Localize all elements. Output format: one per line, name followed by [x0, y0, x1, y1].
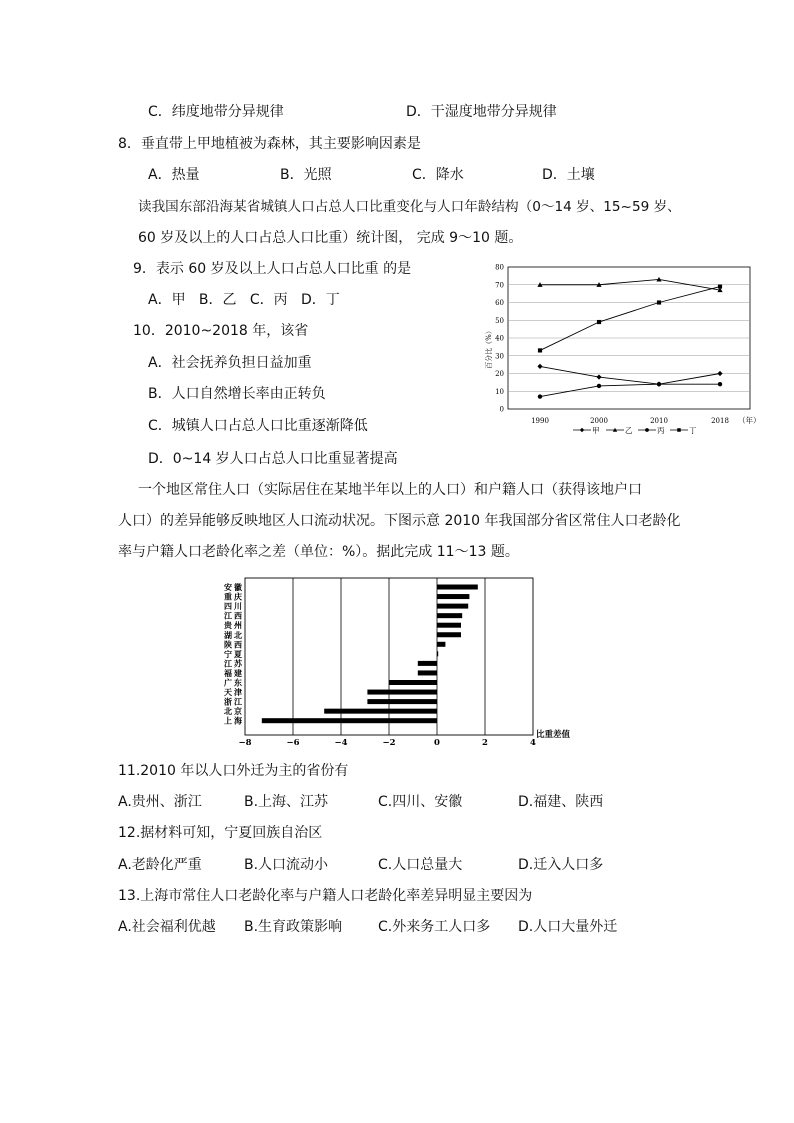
chart2-bar-江苏 — [418, 661, 437, 666]
q11-stem: 11.2010 年以人口外迁为主的省份有 — [118, 763, 349, 779]
q7-option-d: D．干湿度地带分异规律 — [406, 104, 557, 120]
q11-option-a: A.贵州、浙江 — [118, 794, 202, 810]
q12-option-a: A.老龄化严重 — [118, 857, 202, 873]
chart2-bar-浙江 — [367, 699, 437, 704]
chart2-category-label: 陕西 — [224, 639, 244, 650]
q10-option-c: C．城镇人口占总人口比重逐渐降低 — [148, 418, 368, 434]
intro-11-13-line3: 率与户籍人口老龄化率之差（单位：%）。据此完成 11～13 题。 — [118, 544, 519, 560]
q11-option-d: D.福建、陕西 — [518, 794, 604, 810]
chart1-y-tick-label: 30 — [495, 352, 504, 361]
chart1-y-tick-label: 50 — [495, 316, 504, 325]
chart1-point-丁 — [597, 320, 601, 324]
chart2-x-tick-label: 2 — [482, 738, 488, 747]
q9-stem: 9．表示 60 岁及以上人口占总人口比重 的是 — [133, 261, 412, 277]
q13-option-d: D.人口大量外迁 — [518, 919, 618, 935]
chart1-x-tick-label: 1990 — [531, 417, 549, 425]
q12-stem: 12.据材料可知，宁夏回族自治区 — [118, 825, 323, 841]
chart2-category-label: 江西 — [224, 610, 244, 621]
chart2-bar-宁夏 — [437, 651, 438, 656]
chart2-category-label: 贵州 — [224, 620, 244, 631]
chart2-category-label: 广东 — [224, 677, 244, 688]
q8-stem: 8．垂直带上甲地植被为森林，其主要影响因素是 — [118, 136, 421, 152]
chart1-legend-marker — [645, 428, 649, 432]
chart1-point-丁 — [657, 300, 661, 304]
chart2-bar-重庆 — [437, 594, 469, 599]
chart2-bar-广东 — [389, 680, 437, 685]
chart2-category-label: 湖北 — [224, 629, 244, 640]
intro-11-13-line1: 一个地区常住人口（实际居住在某地半年以上的人口）和户籍人口（获得该地户口 — [138, 482, 642, 498]
chart1-legend-label: 甲 — [592, 426, 600, 435]
chart2-category-label: 重庆 — [224, 591, 244, 602]
chart1-series-line-丙 — [540, 384, 720, 396]
q10-option-a: A．社会抚养负担日益加重 — [148, 355, 312, 371]
chart1-y-tick-label: 40 — [495, 334, 504, 343]
chart1-x-tick-label: 2010 — [650, 417, 668, 425]
chart1-legend-marker — [580, 428, 584, 432]
chart1-point-丙 — [657, 382, 661, 386]
intro-9-10-line2: 60 岁及以上的人口占总人口比重）统计图， 完成 9～10 题。 — [138, 230, 523, 246]
chart1-y-tick-label: 10 — [495, 387, 504, 396]
chart1-point-丁 — [538, 348, 542, 352]
chart2-bar-上海 — [262, 718, 437, 723]
q11-option-b: B.上海、江苏 — [244, 794, 329, 810]
chart1-legend-label: 丁 — [689, 426, 697, 435]
chart2-bar-江西 — [437, 613, 462, 618]
chart2-bar-安徽 — [437, 585, 478, 590]
chart2-x-tick-label: 4 — [530, 738, 536, 747]
chart1-x-unit: （年） — [738, 416, 761, 425]
chart1-series-line-甲 — [540, 366, 720, 384]
chart2-category-label: 天津 — [224, 687, 244, 698]
chart2-x-tick-label: −8 — [238, 738, 252, 747]
chart2-category-label: 浙江 — [224, 696, 244, 707]
chart2-category-label: 四川 — [224, 601, 244, 612]
chart2-xlabel: 比重差值 — [536, 730, 571, 740]
q10-stem: 10．2010~2018 年，该省 — [133, 323, 309, 339]
population-structure-line-chart — [478, 262, 763, 440]
chart1-legend-marker — [677, 428, 681, 432]
chart1-y-tick-label: 80 — [495, 263, 504, 272]
q13-option-a: A.社会福利优越 — [118, 919, 216, 935]
chart1-point-丁 — [718, 284, 722, 288]
chart1-point-甲 — [596, 374, 601, 379]
chart1-y-tick-label: 60 — [495, 299, 504, 307]
chart2-x-tick-label: −6 — [286, 738, 300, 747]
chart1-point-甲 — [537, 364, 542, 369]
chart1-ylabel: 百分比（%） — [485, 327, 493, 369]
chart2-category-label: 宁夏 — [224, 648, 244, 659]
chart2-bar-天津 — [367, 690, 437, 695]
q12-option-d: D.迁入人口多 — [518, 857, 604, 873]
chart1-point-丙 — [718, 382, 722, 386]
chart2-bar-北京 — [324, 709, 437, 714]
chart1-x-tick-label: 2000 — [590, 417, 608, 425]
chart1-point-甲 — [717, 371, 722, 376]
chart2-bar-四川 — [437, 604, 468, 609]
aging-rate-difference-bar-chart — [220, 575, 582, 747]
q11-option-c: C.四川、安徽 — [378, 794, 463, 810]
q13-option-c: C.外来务工人口多 — [378, 919, 491, 935]
chart2-bar-贵州 — [437, 623, 461, 628]
chart1-x-tick-label: 2018 — [711, 417, 729, 425]
chart2-bar-陕西 — [437, 642, 445, 647]
q10-option-b: B．人口自然增长率由正转负 — [148, 386, 326, 402]
q8-option-c: C．降水 — [412, 167, 464, 183]
chart1-y-tick-label: 70 — [495, 281, 504, 290]
chart2-x-tick-label: −4 — [334, 738, 348, 747]
q8-option-b: B．光照 — [280, 167, 332, 183]
q10-option-d: D．0~14 岁人口占总人口比重显著提高 — [148, 451, 398, 467]
chart2-x-tick-label: 0 — [434, 738, 440, 747]
chart2-x-tick-label: −2 — [382, 738, 396, 747]
chart2-category-label: 安徽 — [224, 582, 244, 592]
q9-options: A．甲 B．乙 C．丙 D．丁 — [148, 292, 340, 308]
q7-option-c: C．纬度地带分异规律 — [148, 104, 284, 120]
intro-11-13-line2: 人口）的差异能够反映地区人口流动状况。下图示意 2010 年我国部分省区常住人口老龄化 — [118, 513, 681, 529]
chart2-category-label: 上海 — [224, 715, 244, 726]
q13-stem: 13.上海市常住人口老龄化率与户籍人口老龄化率差异明显主要因为 — [118, 888, 533, 904]
chart1-legend-label: 乙 — [625, 426, 633, 435]
chart1-point-丙 — [597, 384, 601, 388]
chart2-bar-湖北 — [437, 632, 461, 637]
chart2-category-label: 北京 — [224, 706, 244, 717]
q12-option-b: B.人口流动小 — [244, 857, 329, 873]
q8-option-a: A．热量 — [148, 167, 200, 183]
chart2-category-label: 江苏 — [224, 658, 244, 669]
q12-option-c: C.人口总量大 — [378, 857, 463, 873]
chart1-point-丙 — [538, 394, 542, 398]
chart2-category-label: 福建 — [224, 667, 244, 678]
q13-option-b: B.生育政策影响 — [244, 919, 343, 935]
q8-option-d: D．土壤 — [542, 167, 595, 183]
chart1-y-tick-label: 20 — [495, 370, 504, 378]
chart1-y-tick-label: 0 — [499, 405, 504, 414]
intro-9-10-line1: 读我国东部沿海某省城镇人口占总人口比重变化与人口年龄结构（0～14 岁、15~59 岁、 — [138, 199, 681, 215]
chart1-series-line-丁 — [540, 287, 720, 351]
chart2-bar-福建 — [418, 670, 437, 675]
chart1-legend-label: 丙 — [657, 426, 665, 435]
